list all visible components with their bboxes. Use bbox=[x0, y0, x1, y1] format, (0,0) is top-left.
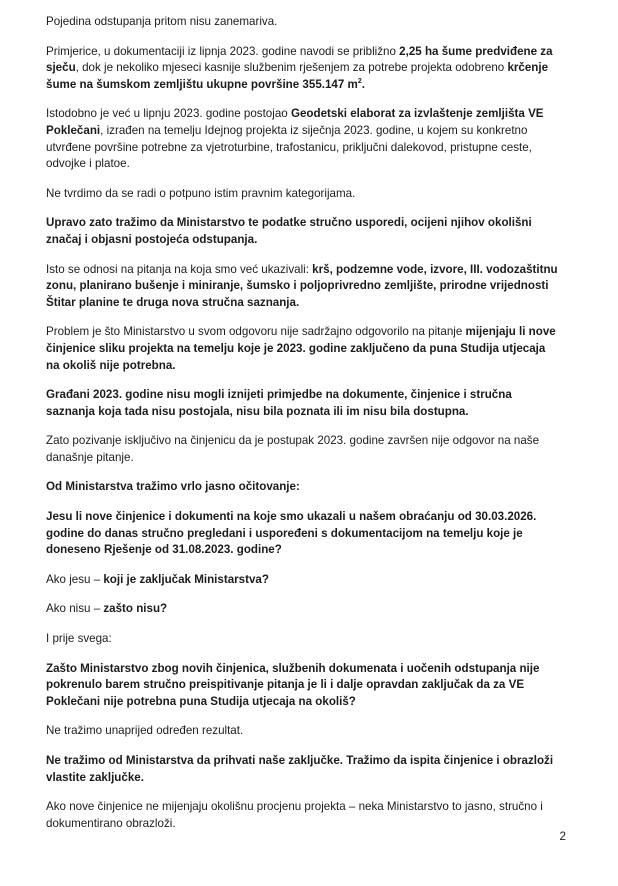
text-run: Istodobno je već u lipnju 2023. godine postojao bbox=[46, 107, 291, 121]
paragraph bbox=[46, 601, 558, 618]
bold-text: Građani 2023. godine nisu mogli iznijeti primjedbe na dokumente, činjenice i stručna saznanja koja tada nisu postojala, nisu bila poznata ili im nisu bila dostupna. bbox=[46, 388, 512, 418]
paragraph bbox=[46, 186, 558, 203]
paragraph bbox=[46, 509, 558, 559]
text-run: Primjerice, u dokumentaciji iz lipnja 2023. godine navodi se približno bbox=[46, 44, 400, 58]
paragraph bbox=[46, 106, 558, 172]
paragraph bbox=[46, 387, 558, 420]
paragraph bbox=[46, 433, 558, 466]
bold-text: 2,25 ha šume predviđene za sječu bbox=[46, 44, 553, 75]
bold-text: krčenje šume na šumskom zemljištu ukupne površine 355.147 m bbox=[46, 61, 549, 91]
bold-text: mijenjaju li nove činjenice sliku projekta na temelju koje je 2023. godine zaključeno da puna Studija utjecaja na okoliš nije potrebna. bbox=[46, 325, 556, 372]
bold-text: Geodetski elaborat za izvlaštenje zemljišta VE Poklečani bbox=[46, 107, 544, 137]
paragraph bbox=[46, 215, 558, 248]
bold-text: Ne tražimo od Ministarstva da prihvati naše zaključke. Tražimo da ispita činjenice i obrazloži vlastite zaključke. bbox=[46, 754, 554, 784]
text-run: Zato pozivanje isključivo na činjenicu da je postupak 2023. godine završen nije odgovor na naše današnje pitanje. bbox=[46, 434, 540, 464]
text-run: Pojedina odstupanja pritom nisu zanemariva. bbox=[46, 15, 278, 28]
text-run: , dok je nekoliko mjeseci kasnije službenim rješenjem za potrebe projekta odobreno bbox=[75, 61, 508, 75]
text-run: Ako jesu – bbox=[46, 572, 104, 586]
text-run: Ne tražimo unaprijed određen rezultat. bbox=[46, 724, 244, 738]
document-body bbox=[46, 14, 558, 845]
bold-text: krš, podzemne vode, izvore, III. vodozaštitnu zonu, planirano bušenje i miniranje, šumsko i poljoprivredno zemljište, prirodne vrijednosti Štitar planine te druga nova stručna saznanja. bbox=[46, 262, 558, 309]
bold-text: Upravo zato tražimo da Ministarstvo te podatke stručno usporedi, ocijeni njihov okolišni značaj i objasni postojeća odstupanja. bbox=[46, 216, 532, 246]
text-run: Ako nisu – bbox=[46, 602, 104, 616]
bold-text: . bbox=[361, 77, 366, 91]
paragraph bbox=[46, 631, 558, 648]
paragraph bbox=[46, 572, 558, 589]
paragraph bbox=[46, 753, 558, 786]
text-run: Problem je što Ministarstvo u svom odgovoru nije sadržajno odgovorilo na pitanje bbox=[46, 325, 466, 339]
paragraph bbox=[46, 661, 558, 711]
bold-text: Zašto Ministarstvo zbog novih činjenica, službenih dokumenata i uočenih odstupanja nije pokrenulo barem stručno preispitivanje pitanja je li i dalje opravdan zaključak da za VE Poklečani nije potrebna puna Studija utjecaja na okoliš? bbox=[46, 661, 540, 708]
text-run: Isto se odnosi na pitanja na koja smo već ukazivali: bbox=[46, 262, 313, 276]
bold-text: zašto nisu? bbox=[103, 602, 168, 616]
text-run: Ne tvrdimo da se radi o potpuno istim pravnim kategorijama. bbox=[46, 186, 356, 200]
superscript-text: 2 bbox=[357, 77, 362, 85]
text-run: Ako nove činjenice ne mijenjaju okolišnu procjenu projekta – neka Ministarstvo to jasno, stručno i dokumentirano obrazloži. bbox=[46, 800, 543, 830]
paragraph bbox=[46, 262, 558, 312]
bold-text: koji je zaključak Ministarstva? bbox=[103, 572, 269, 586]
paragraph bbox=[46, 44, 558, 94]
paragraph bbox=[46, 799, 558, 832]
text-run: I prije svega: bbox=[46, 632, 112, 646]
bold-text: Jesu li nove činjenice i dokumenti na koje smo ukazali u našem obraćanju od 30.03.2026. godine do danas stručno pregledani i uspoređeni s dokumentacijom na temelju koje je doneseno Rješenje od 31.08.2023. godine? bbox=[46, 510, 537, 557]
bold-text: Od Ministarstva tražimo vrlo jasno očitovanje: bbox=[46, 480, 300, 494]
text-run: , izrađen na temelju Idejnog projekta iz siječnja 2023. godine, u kojem su konkretno utvrđene površine potrebne za vjetroturbine, trafostanicu, priključni dalekovod, pristupne ceste, odvojke i platoe. bbox=[46, 123, 532, 171]
page-number: 2 bbox=[559, 830, 566, 843]
paragraph bbox=[46, 324, 558, 374]
paragraph bbox=[46, 723, 558, 740]
paragraph bbox=[46, 479, 558, 496]
paragraph bbox=[46, 14, 558, 31]
